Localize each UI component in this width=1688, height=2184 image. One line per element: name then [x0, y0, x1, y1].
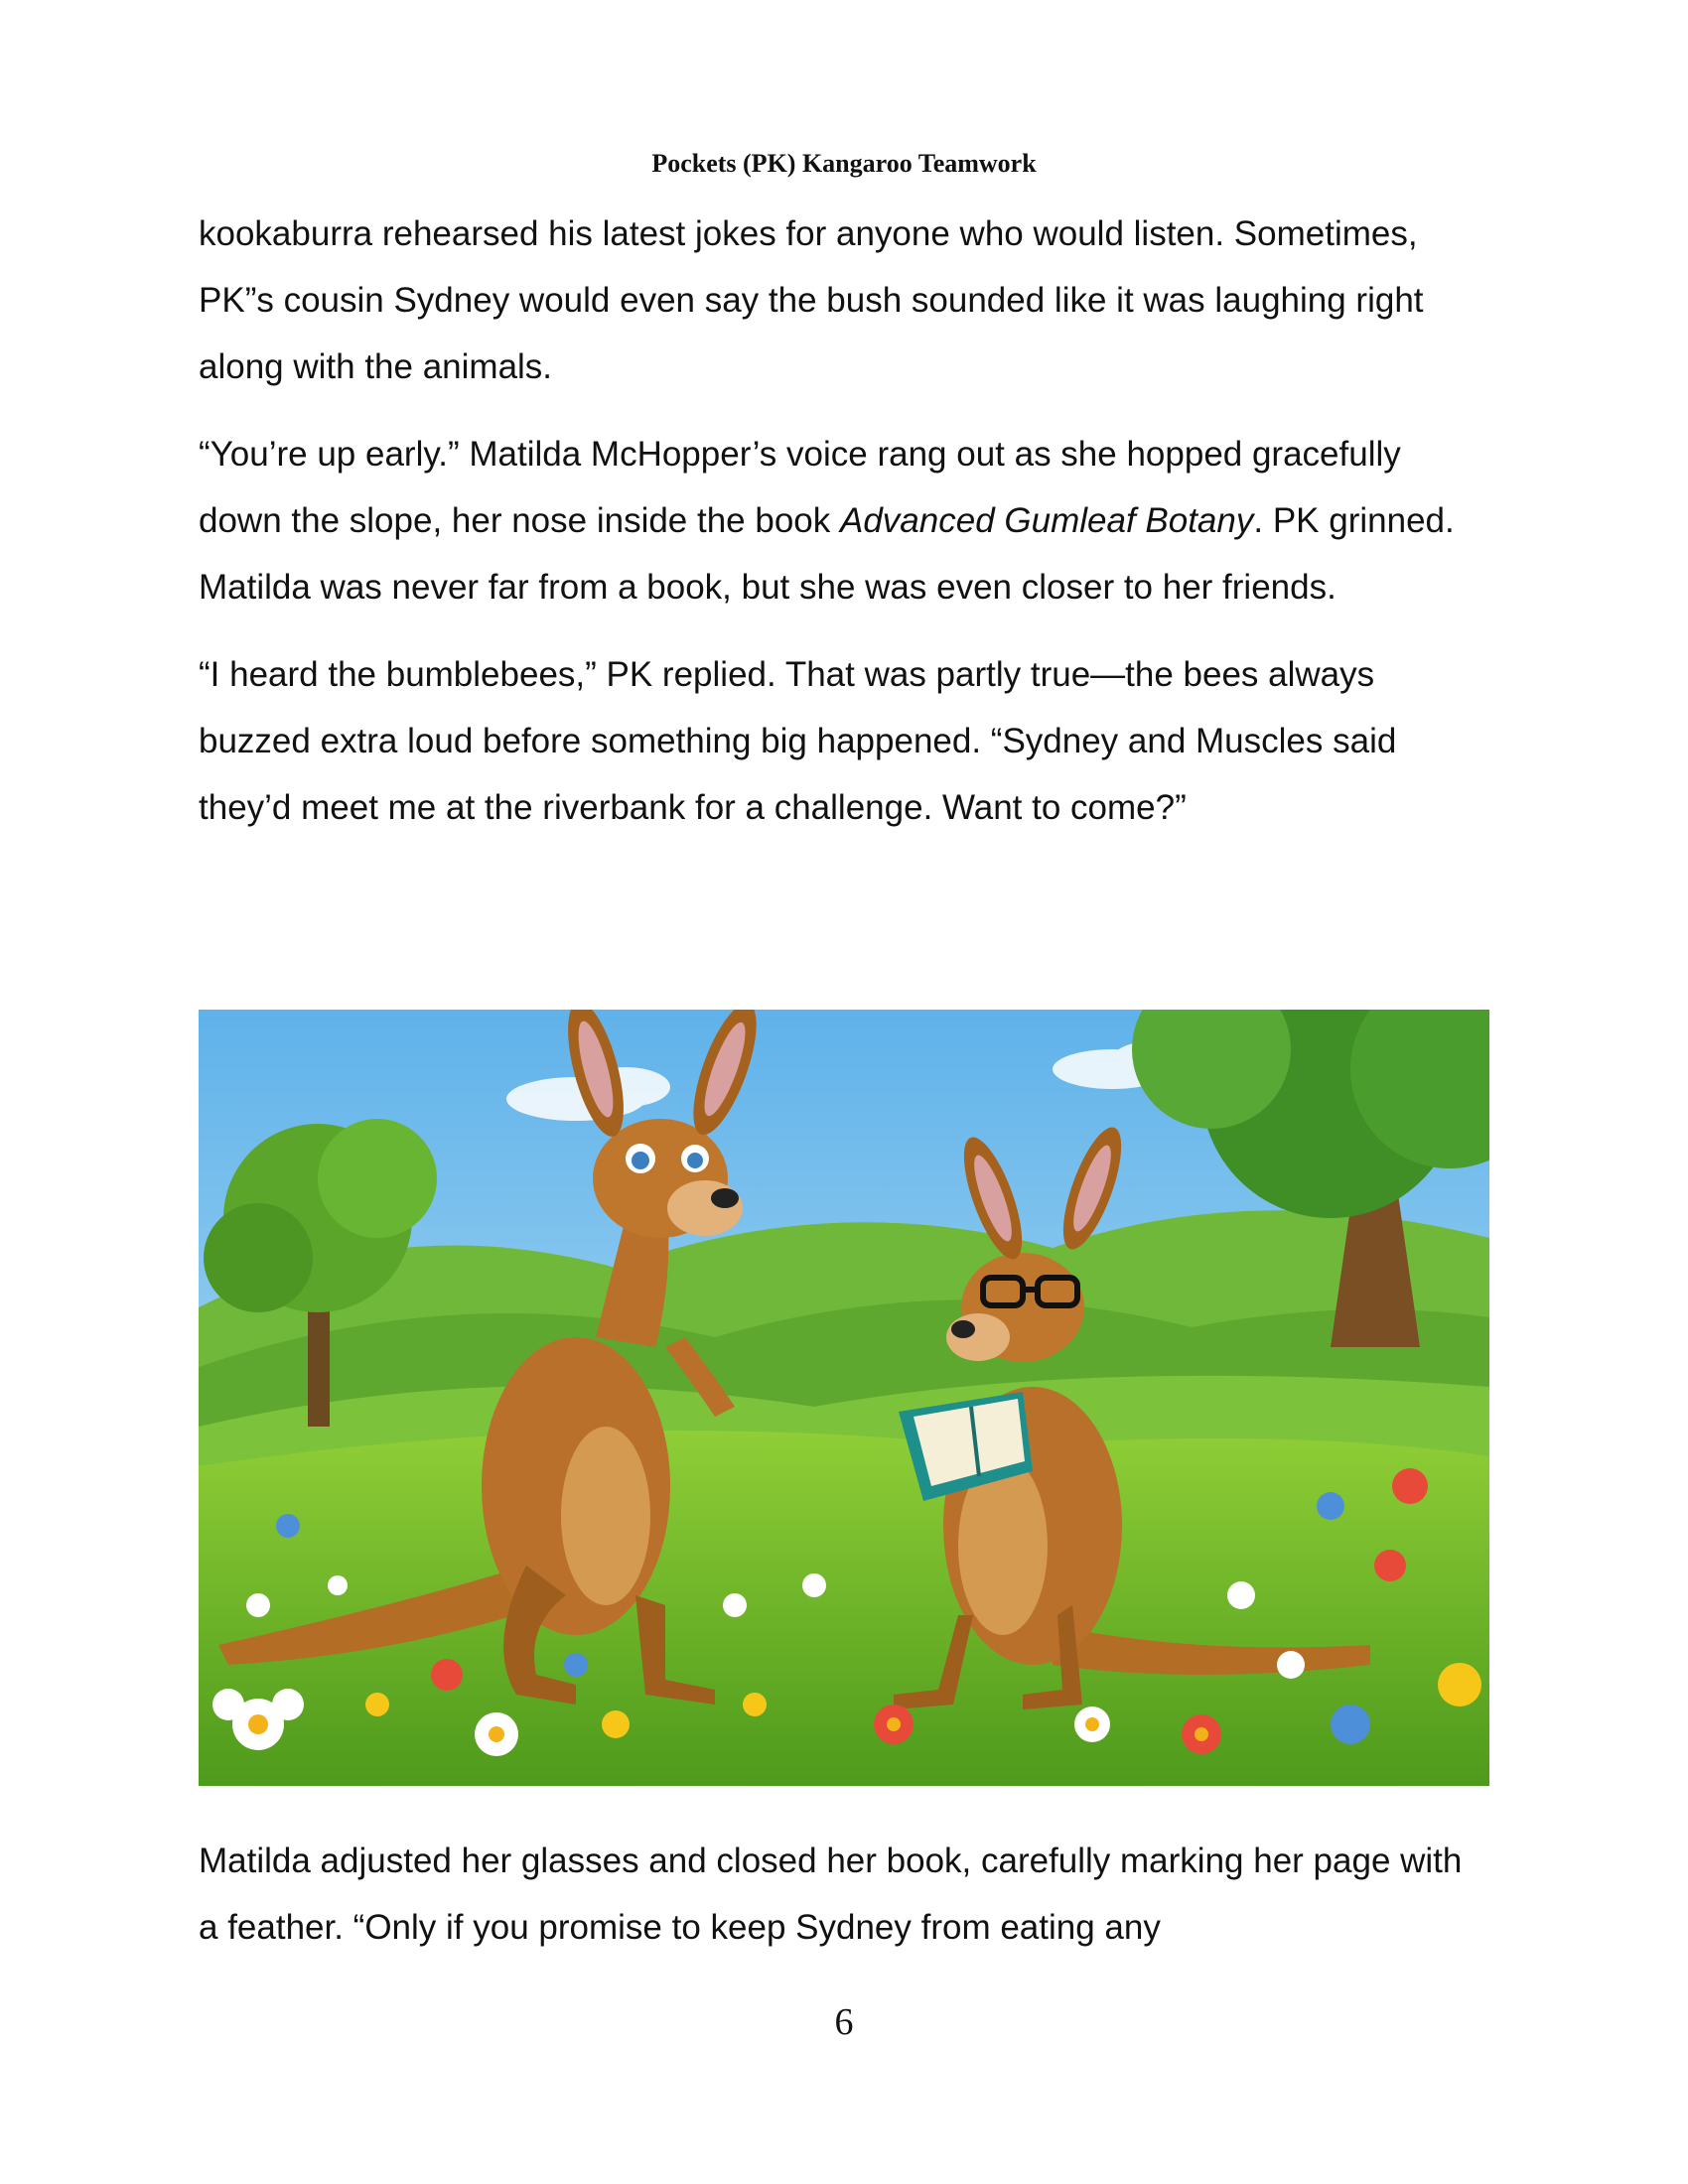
- page-number: 6: [834, 2001, 854, 2043]
- paragraph-3: “I heard the bumblebees,” PK replied. That was partly true—the bees always buzzed extra loud before something big happened. “Sydney and Muscles said they’d meet me at the riverbank for a challenge. Want to come?”: [199, 655, 1397, 827]
- body-text-bottom: [199, 1828, 1489, 1981]
- kangaroo-illustration: [199, 1010, 1489, 1786]
- paragraph-2-text-end: . PK grinned. Matilda was never far from a book, but she was even closer to her friends.: [199, 501, 1455, 607]
- running-header: Pockets (PK) Kangaroo Teamwork: [651, 149, 1037, 178]
- paragraph-2-text-start: “You’re up early.” Matilda McHopper’s voice rang out as she hopped gracefully down the slope, her nose inside the book: [199, 435, 1401, 540]
- paragraph-1: kookaburra rehearsed his latest jokes for anyone who would listen. Sometimes, PK”s cousin Sydney would even say the bush sounded like it was laughing right along with the animals.: [199, 214, 1424, 386]
- paragraph-4: Matilda adjusted her glasses and closed her book, carefully marking her page with a feather. “Only if you promise to keep Sydney from eating any: [199, 1842, 1463, 1947]
- body-text-top: [199, 201, 1489, 862]
- paragraph-2: [199, 421, 1489, 620]
- book-title: Advanced Gumleaf Botany: [840, 501, 1254, 540]
